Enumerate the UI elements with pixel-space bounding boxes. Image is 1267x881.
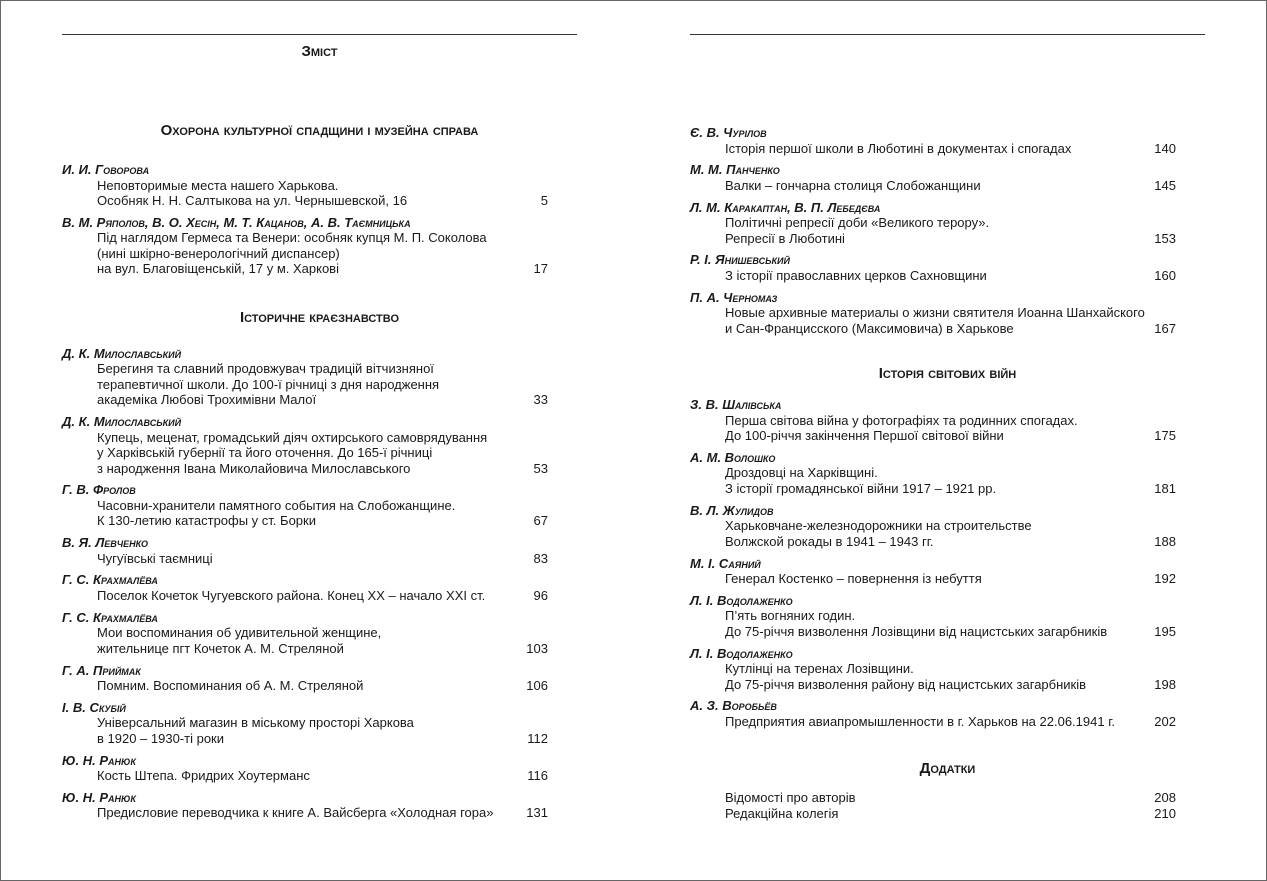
entry-author: П. А. Черномаз xyxy=(690,289,778,305)
entry-title-line xyxy=(690,481,1205,497)
entry-page-number xyxy=(1146,305,1176,321)
toc-entry[interactable] xyxy=(690,698,1205,729)
entry-title-line xyxy=(62,588,577,604)
entry-title-text: Часовни-хранители памятного события на Слобожанщине. xyxy=(97,497,456,513)
entry-page-number: 17 xyxy=(533,261,548,277)
entry-title-line xyxy=(62,498,577,514)
toc-entry[interactable] xyxy=(690,646,1205,693)
entry-title-text: Кость Штепа. Фридрих Хоутерманс xyxy=(97,768,310,784)
entry-page-number: 67 xyxy=(533,513,548,529)
entry-title-text: Особняк Н. Н. Салтыкова на ул. Чернышевской, 16 xyxy=(97,193,408,208)
entry-page-number: 160 xyxy=(1154,267,1176,283)
entry-page-number: 53 xyxy=(533,460,548,476)
entry-title-text: и Сан-Францисского (Максимовича) в Харькове xyxy=(725,320,1014,336)
appendix-heading: Додатки xyxy=(919,760,976,778)
entry-title-line xyxy=(690,215,1205,231)
entry-title-line xyxy=(690,465,1205,481)
entry-page-number: 153 xyxy=(1154,230,1176,246)
entry-title-text: у Харківській губернії та його оточення. До 165-ї річниці xyxy=(97,445,433,461)
entry-title-text: З історії православних церков Сахновщини xyxy=(725,267,987,283)
entry-page-number xyxy=(518,625,548,641)
entry-author: Г. В. Фролов xyxy=(62,482,136,498)
entry-page-number: 140 xyxy=(1154,140,1176,156)
toc-entry[interactable] xyxy=(62,162,577,209)
entry-page-number xyxy=(518,445,548,461)
entry-title-text: Предприятия авиапромышленности в г. Харьков на 22.06.1941 г. xyxy=(725,713,1115,729)
entry-title-line xyxy=(62,805,577,821)
entry-title-line xyxy=(62,230,577,246)
entry-author: Ю. Н. Ранюк xyxy=(62,789,136,805)
entry-author: В. М. Ряполов, В. О. Хесін, М. Т. Кацанов, А. В. Таємницька xyxy=(62,214,411,230)
appendix-item-page: 210 xyxy=(1154,806,1176,822)
entry-title-line xyxy=(690,231,1205,247)
toc-entry[interactable] xyxy=(690,252,1205,283)
entry-page-number xyxy=(1146,215,1176,231)
entry-page-number: 145 xyxy=(1154,177,1176,193)
section-heading: Історичне краєзнавство xyxy=(239,308,400,326)
entry-page-number: 192 xyxy=(1154,571,1176,587)
section-entries xyxy=(62,162,577,277)
entry-title-line xyxy=(690,571,1205,587)
entry-title-line xyxy=(62,178,577,194)
entry-page-number: 96 xyxy=(533,587,548,603)
entry-author: І. В. Скубій xyxy=(62,699,126,715)
entry-page-number: 116 xyxy=(527,768,548,784)
entry-title-text: Купець, меценат, громадський діяч охтирського самоврядування xyxy=(97,429,488,445)
entry-title-text: Волжской рокады в 1941 – 1943 гг. xyxy=(725,533,934,549)
entry-title-text: в 1920 – 1930-ті роки xyxy=(97,730,225,746)
entry-page-number xyxy=(518,361,548,377)
appendix-item[interactable] xyxy=(690,790,1205,806)
entry-page-number xyxy=(518,178,548,194)
entry-page-number: 195 xyxy=(1154,623,1176,639)
entry-page-number: 202 xyxy=(1154,713,1176,729)
entry-page-number: 181 xyxy=(1154,480,1176,496)
entry-page-number xyxy=(1146,661,1176,677)
entry-title-text: Дроздовці на Харківщині. xyxy=(725,465,878,481)
entry-page-number: 112 xyxy=(527,730,548,746)
entry-title-line xyxy=(62,261,577,277)
entry-page-number xyxy=(1146,608,1176,624)
entry-title-line xyxy=(62,246,577,262)
entry-author: Л. І. Водолаженко xyxy=(690,645,793,661)
entry-title-text: До 75-річчя визволення району від нацистських загарбників xyxy=(725,676,1087,692)
toc-entry[interactable] xyxy=(62,346,577,408)
right-page xyxy=(690,0,1205,822)
entry-author: И. И. Говорова xyxy=(62,162,150,177)
entry-title-text: терапевтичної школи. До 100-ї річниці з дня народження xyxy=(97,376,440,392)
toc-entry[interactable] xyxy=(62,414,577,476)
entry-page-number xyxy=(1146,465,1176,481)
entry-title-text: Помним. Воспоминания об А. М. Стреляной xyxy=(97,678,364,694)
entry-title-text: Універсальний магазин в міському просторі Харкова xyxy=(97,715,414,731)
appendix-items xyxy=(690,790,1205,822)
section-heading: Історія світових війн xyxy=(878,365,1017,383)
toc-entry[interactable] xyxy=(62,535,577,566)
entry-title-text: академіка Любові Трохимівни Малої xyxy=(97,392,317,408)
entry-title-text: З історії громадянської війни 1917 – 1921 рр. xyxy=(725,480,997,496)
toc-entry[interactable] xyxy=(690,290,1205,337)
toc-entry[interactable] xyxy=(690,397,1205,444)
entry-author: Л. І. Водолаженко xyxy=(690,592,793,608)
toc-entry[interactable] xyxy=(62,753,577,784)
toc-entry[interactable] xyxy=(62,482,577,529)
entry-page-number: 188 xyxy=(1154,533,1176,549)
entry-title-line xyxy=(62,361,577,377)
toc-title: Зміст xyxy=(301,43,338,60)
entry-title-text: Перша світова війна у фотографіях та родинних спогадах. xyxy=(725,412,1078,428)
entry-author: Є. В. Чурілов xyxy=(690,125,767,140)
appendix-item-label: Відомості про авторів xyxy=(725,790,856,806)
toc-entry[interactable] xyxy=(62,700,577,747)
appendix-item[interactable] xyxy=(690,806,1205,822)
entry-title-text: До 75-річчя визволення Лозівщини від нацистських загарбників xyxy=(725,623,1108,639)
entry-title-line xyxy=(62,551,577,567)
entry-title-line xyxy=(62,461,577,477)
entry-page-number: 131 xyxy=(526,805,548,821)
entry-title-line xyxy=(62,641,577,657)
entry-title-text: Неповторимые места нашего Харькова. xyxy=(97,177,339,193)
entry-title-text: Мои воспоминания об удивительной женщине, xyxy=(97,625,382,641)
entry-title-line xyxy=(62,193,577,209)
entry-title-line xyxy=(690,624,1205,640)
entry-author: Д. К. Милославський xyxy=(62,414,182,430)
toc-entry[interactable] xyxy=(690,162,1205,193)
left-page xyxy=(62,0,577,827)
entry-page-number xyxy=(518,246,548,262)
entry-title-line xyxy=(62,625,577,641)
entry-title-text: Політичні репресії доби «Великого терору». xyxy=(725,215,990,231)
entry-page-number: 103 xyxy=(526,640,548,656)
entry-page-number: 33 xyxy=(533,392,548,408)
entry-title-text: жительнице пгт Кочеток А. М. Стреляной xyxy=(97,640,344,656)
entry-title-line xyxy=(690,534,1205,550)
appendix-item-page: 208 xyxy=(1154,790,1176,806)
entry-page-number xyxy=(518,498,548,514)
entry-title-line xyxy=(62,445,577,461)
toc-entry[interactable] xyxy=(62,663,577,694)
toc-entry[interactable] xyxy=(62,215,577,277)
continued-entries xyxy=(690,125,1205,336)
entry-title-text: Кутлінці на теренах Лозівщини. xyxy=(725,661,914,677)
entry-author: Г. С. Крахмалёва xyxy=(62,572,158,588)
toc-entry[interactable] xyxy=(690,200,1205,247)
entry-title-line xyxy=(62,392,577,408)
entry-author: А. З. Воробьёв xyxy=(690,698,777,714)
entry-author: А. М. Волошко xyxy=(690,449,776,465)
entry-page-number: 167 xyxy=(1154,320,1176,336)
entry-title-line xyxy=(690,268,1205,284)
toc-entry[interactable] xyxy=(690,450,1205,497)
section-heading: Охорона культурної спадщини і музейна справа xyxy=(160,122,479,139)
entry-page-number xyxy=(518,377,548,393)
entry-title-text: П’ять вогняних годин. xyxy=(725,608,856,624)
entry-page-number: 5 xyxy=(540,193,548,208)
entry-page-number: 83 xyxy=(533,550,548,566)
entry-page-number: 175 xyxy=(1154,428,1176,444)
entry-page-number: 106 xyxy=(526,678,548,694)
entry-title-text: До 100-річчя закінчення Першої світової війни xyxy=(725,428,1004,444)
entry-title-text: К 130-летию катастрофы у ст. Борки xyxy=(97,513,316,529)
entry-author: Д. К. Милославський xyxy=(62,345,182,361)
entry-title-line xyxy=(62,513,577,529)
entry-title-text: Під наглядом Гермеса та Венери: особняк купця М. П. Соколова xyxy=(97,230,487,246)
entry-page-number xyxy=(518,715,548,731)
appendix-item-label: Редакційна колегія xyxy=(725,806,839,822)
entry-title-line xyxy=(690,413,1205,429)
toc-entry[interactable] xyxy=(62,790,577,821)
entry-author: Р. І. Янишевський xyxy=(690,252,790,268)
entry-title-text: (нині шкірно-венерологічний диспансер) xyxy=(97,245,340,261)
toc-entry[interactable] xyxy=(62,610,577,657)
entry-author: В. Я. Левченко xyxy=(62,535,149,551)
entry-title-line xyxy=(62,731,577,747)
entry-title-text: Поселок Кочеток Чугуевского района. Конец ХХ – начало ХХІ ст. xyxy=(97,587,486,603)
entry-title-text: Новые архивные материалы о жизни святителя Иоанна Шанхайского xyxy=(725,305,1145,321)
entry-title-line xyxy=(690,321,1205,337)
toc-entry[interactable] xyxy=(62,572,577,603)
entry-title-line xyxy=(690,714,1205,730)
entry-title-line xyxy=(690,178,1205,194)
entry-title-text: Генерал Костенко – повернення із небуття xyxy=(725,571,982,587)
entry-author: Ю. Н. Ранюк xyxy=(62,752,136,768)
entry-title-text: з народження Івана Миколайовича Милославського xyxy=(97,460,411,476)
toc-entry[interactable] xyxy=(690,125,1205,156)
entry-page-number xyxy=(518,430,548,446)
entry-title-line xyxy=(62,678,577,694)
entry-title-text: Валки – гончарна столиця Слобожанщини xyxy=(725,177,981,193)
entry-author: М. М. Панченко xyxy=(690,162,780,178)
entry-title-line xyxy=(62,430,577,446)
entry-title-text: Історія першої школи в Люботині в документах і спогадах xyxy=(725,140,1072,156)
entry-author: М. І. Саяний xyxy=(690,555,761,571)
entry-title-text: Чугуївські таємниці xyxy=(97,550,213,566)
entry-author: Г. А. Приймак xyxy=(62,662,141,678)
entry-title-text: Берегиня та славний продовжувач традицій вітчизняної xyxy=(97,361,434,377)
entry-title-line xyxy=(690,428,1205,444)
entry-page-number xyxy=(518,230,548,246)
entry-page-number xyxy=(1146,413,1176,429)
entry-title-text: Репресії в Люботині xyxy=(725,230,845,246)
entry-title-line xyxy=(690,305,1205,321)
entry-page-number: 198 xyxy=(1154,676,1176,692)
entry-page-number xyxy=(1146,518,1176,534)
entry-author: Л. М. Каракаптан, В. П. Лебедєва xyxy=(690,199,881,215)
entry-author: З. В. Шалівська xyxy=(690,397,782,413)
entry-title-line xyxy=(62,377,577,393)
entry-title-line xyxy=(62,768,577,784)
entry-title-text: Предисловие переводчика к книге А. Вайсберга «Холодная гора» xyxy=(97,805,494,821)
entry-author: Г. С. Крахмалёва xyxy=(62,609,158,625)
toc-entry[interactable] xyxy=(690,556,1205,587)
entry-title-line xyxy=(690,677,1205,693)
entry-title-line xyxy=(690,608,1205,624)
toc-entry[interactable] xyxy=(690,593,1205,640)
section-entries xyxy=(690,397,1205,729)
entry-title-line xyxy=(690,518,1205,534)
entry-title-text: Харьковчане-железнодорожники на строительстве xyxy=(725,518,1032,534)
section-entries xyxy=(62,346,577,821)
entry-author: В. Л. Жулидов xyxy=(690,502,774,518)
entry-title-line xyxy=(690,141,1205,157)
entry-title-text: на вул. Благовіщенській, 17 у м. Харкові xyxy=(97,261,339,277)
entry-title-line xyxy=(62,715,577,731)
toc-entry[interactable] xyxy=(690,503,1205,550)
entry-title-line xyxy=(690,661,1205,677)
